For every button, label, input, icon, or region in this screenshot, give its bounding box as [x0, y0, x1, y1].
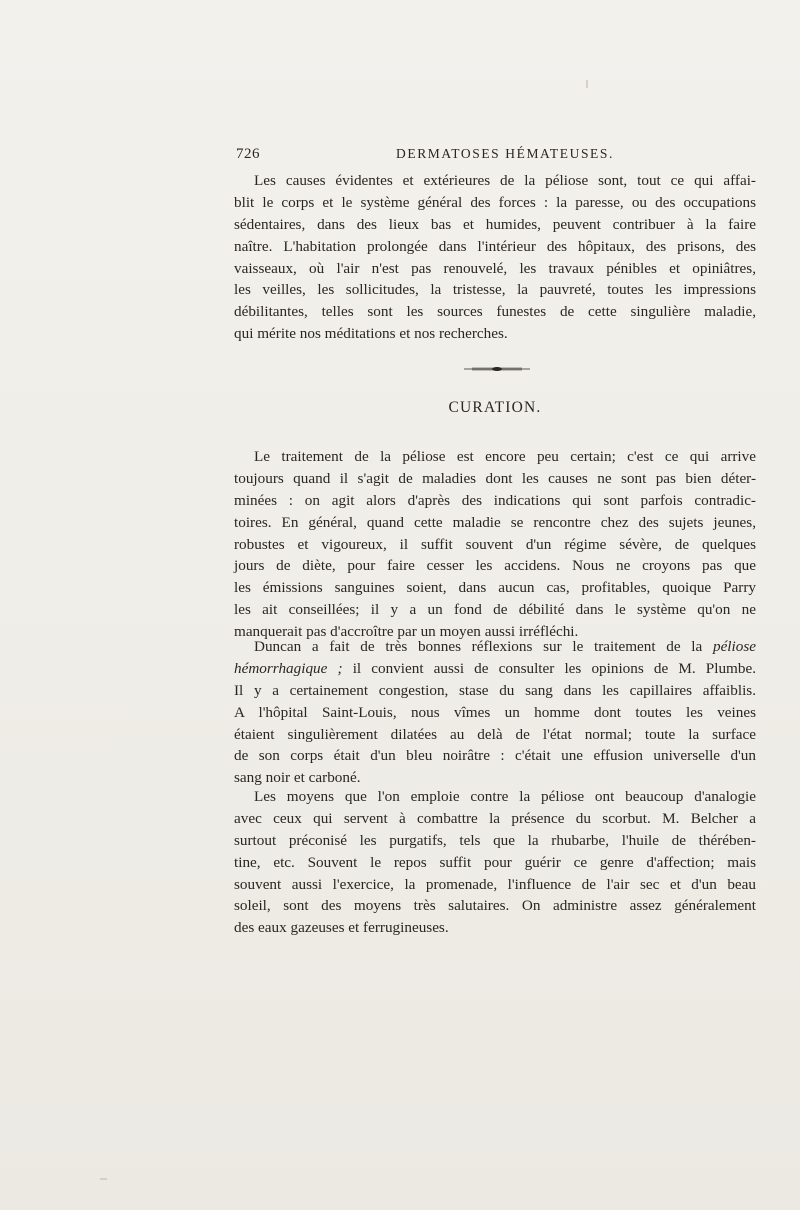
- section-heading: CURATION.: [448, 399, 542, 416]
- text-line: robustes et vigoureux, il suffit souvent d'un régime sévère, de quelques: [234, 535, 756, 553]
- text-line: tine, etc. Souvent le repos suffit pour guérir ce genre d'affection; mais: [234, 853, 756, 871]
- italic-term: péliose: [712, 638, 756, 655]
- text-line: naître. L'habitation prolongée dans l'intérieur des hôpitaux, des prisons, des: [234, 237, 756, 255]
- text-line: sang noir et carboné.: [234, 769, 361, 787]
- text-line: de son corps était d'un bleu noirâtre : c'était une effusion universelle d'un: [234, 747, 756, 765]
- text-line: toujours quand il s'agit de maladies dont les causes ne sont pas bien déter-: [234, 469, 756, 487]
- section-divider-ornament: [464, 366, 530, 372]
- text-line: manquerait pas d'accroître par un moyen aussi irréfléchi.: [234, 623, 579, 641]
- text-line: des eaux gazeuses et ferrugineuses.: [234, 919, 449, 937]
- page-number: 726: [236, 146, 260, 162]
- scan-speck: [100, 1178, 107, 1180]
- text-line: A l'hôpital Saint-Louis, nous vîmes un homme dont toutes les veines: [234, 703, 756, 721]
- text-run: Duncan a fait de très bonnes réflexions sur le traitement de la: [254, 638, 713, 655]
- text-line: Les causes évidentes et extérieures de la péliose sont, tout ce qui affai-: [254, 172, 756, 189]
- text-line: Le traitement de la péliose est encore peu certain; c'est ce qui arrive: [254, 448, 756, 465]
- text-line: les veilles, les sollicitudes, la tristesse, la pauvreté, toutes les impressions: [234, 281, 756, 299]
- text-line: Il y a certainement congestion, stase du sang dans les capillaires affaiblis.: [234, 681, 756, 699]
- text-line: [234, 658, 756, 680]
- text-line: toires. En général, quand cette maladie se rencontre chez des sujets jeunes,: [234, 513, 756, 531]
- scan-speck: [586, 80, 588, 88]
- paragraph-causes: [234, 170, 756, 345]
- paragraph-remedies: [234, 786, 756, 939]
- text-line: surtout préconisé les purgatifs, tels que la rhubarbe, l'huile de thérében-: [234, 831, 756, 849]
- text-line: étaient singulièrement dilatées au delà de l'état normal; toute la surface: [234, 725, 756, 743]
- text-line: [234, 636, 756, 658]
- text-line: souvent aussi l'exercice, la promenade, l'influence de l'air sec et d'un beau: [234, 875, 756, 893]
- paragraph-treatment: [234, 446, 756, 643]
- text-line: blit le corps et le système général des forces : la paresse, ou des occupations: [234, 193, 756, 211]
- paragraph-duncan: [234, 636, 756, 789]
- text-line: minées : on agit alors d'après des indications qui sont parfois contradic-: [234, 491, 756, 509]
- text-line: débilitantes, telles sont les sources funestes de cette singulière maladie,: [234, 303, 756, 321]
- text-line: avec ceux qui servent à combattre la présence du scorbut. M. Belcher a: [234, 809, 756, 827]
- text-line: sédentaires, dans des lieux bas et humides, peuvent contribuer à la faire: [234, 215, 756, 233]
- text-line: les ait conseillées; il y a un fond de débilité dans le système qu'on ne: [234, 601, 756, 619]
- running-head: [236, 146, 756, 166]
- text-line: qui mérite nos méditations et nos recherches.: [234, 325, 508, 343]
- text-line: soleil, sont des moyens très salutaires. On administre assez généralement: [234, 897, 756, 915]
- italic-term: hémorrhagique ;: [234, 659, 343, 677]
- running-head-title: DERMATOSES HÉMATEUSES.: [396, 146, 614, 161]
- text-run: il convient aussi de consulter les opinions de M. Plumbe.: [342, 659, 756, 677]
- text-line: Les moyens que l'on emploie contre la péliose ont beaucoup d'analogie: [254, 788, 756, 805]
- text-line: les émissions sanguines soient, dans aucun cas, profitables, quoique Parry: [234, 579, 756, 597]
- text-line: vaisseaux, où l'air n'est pas renouvelé, les travaux pénibles et opiniâtres,: [234, 259, 756, 277]
- text-line: jours de diète, pour faire cesser les accidens. Nous ne croyons pas que: [234, 557, 756, 575]
